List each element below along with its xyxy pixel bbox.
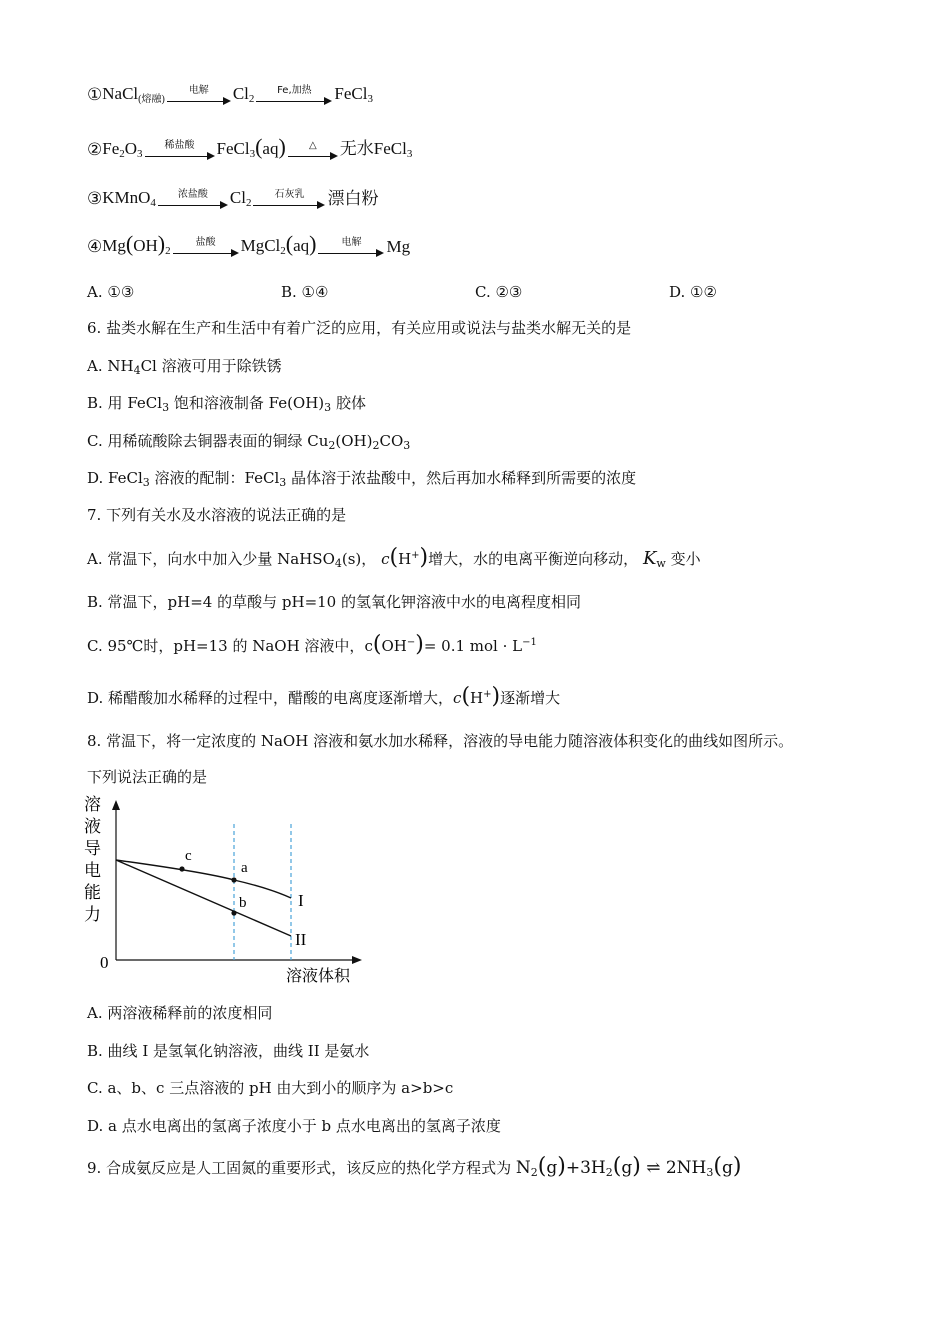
q7-option-c: C. 95℃时，pH=13 的 NaOH 溶液中，c(OH−)= 0.1 mol · $L^{-1}$ [87, 632, 537, 657]
intermediate: $Cl_2$ [232, 84, 255, 105]
reaction-number: ④ [87, 237, 103, 256]
q8-option-a: A. 两溶液稀释前的浓度相同 [87, 1004, 273, 1022]
q6-option-c: C. 用稀硫酸除去铜器表面的铜绿 $Cu_2(OH)_2CO_3$ [87, 432, 411, 452]
q5-option-a: A. ①③ [87, 283, 135, 301]
q7-option-a: A. 常温下，向水中加入少量 NaHSO$_4$(s)， c(H+)增大，水的电离平衡逆向移动， $K_w$ 变小 [87, 545, 701, 570]
curve-I [116, 860, 291, 898]
q8-stem-line2: 下列说法正确的是 [87, 768, 208, 786]
reaction-number: ② [87, 140, 103, 159]
q6-option-a: A. $NH_4Cl$ 溶液可用于除铁锈 [87, 357, 282, 377]
q8-option-c: C. a、b、c 三点溶液的 pH 由大到小的顺序为 a>b>c [87, 1079, 454, 1097]
reaction-arrow: 浓盐酸 [158, 189, 228, 209]
q8-option-d: D. a 点水电离出的氢离子浓度小于 b 点水电离出的氢离子浓度 [87, 1117, 501, 1135]
product: 漂白粉 [327, 189, 379, 208]
q8-stem-line1: 8. 常温下，将一定浓度的 NaOH 溶液和氨水加水稀释，溶液的导电能力随溶液体积变化的曲线如图所示。 [87, 732, 794, 750]
q7-option-d: D. 稀醋酸加水稀释的过程中，醋酸的电离度逐渐增大，c(H+)逐渐增大 [87, 684, 561, 709]
product: Mg [386, 237, 411, 256]
ylabel-char: 力 [84, 905, 101, 925]
ylabel-char: 溶 [84, 795, 101, 815]
reaction-1 [87, 84, 373, 105]
q6-option-d: D. FeCl$_3$ 溶液的配制：FeCl$_3$ 晶体溶于浓盐酸中，然后再加水稀释到所需要的浓度 [87, 469, 637, 489]
reactant: NaCl$_{(熔融)}$ [102, 84, 165, 105]
reaction-arrow: 稀盐酸 [145, 140, 215, 160]
reaction-arrow: Fe,加热 [256, 85, 332, 105]
intermediate: FeCl$_3$(aq) [216, 134, 286, 160]
ylabel-char: 液 [84, 817, 101, 837]
point-b-label: b [239, 895, 247, 911]
q5-option-b: B. ①④ [281, 283, 329, 301]
reactant: $Mg(OH)_2$ [102, 231, 171, 257]
point-b [231, 910, 236, 915]
reaction-2 [87, 134, 412, 160]
product: 无水FeCl$_3$ [339, 139, 413, 160]
q7-option-b: B. 常温下，pH=4 的草酸与 pH=10 的氢氧化钾溶液中水的电离程度相同 [87, 593, 581, 611]
y-axis-arrow [112, 800, 120, 810]
point-a [231, 877, 236, 882]
reactant: KMnO$_4$ [102, 188, 156, 209]
ylabel-char: 导 [84, 839, 101, 859]
xlabel: 溶液体积 [286, 966, 351, 985]
reaction-arrow: 电解 [318, 237, 384, 257]
q9-stem: 9. 合成氨反应是人工固氮的重要形式，该反应的热化学方程式为 $N_2(g)+3H_2(g)$ ⇌ $2NH_3(g)$ [87, 1154, 742, 1179]
reaction-number: ① [87, 85, 103, 104]
curve-II [116, 860, 291, 936]
reaction-arrow: 石灰乳 [253, 189, 325, 209]
x-axis-arrow [352, 956, 362, 964]
q8-option-b: B. 曲线 I 是氢氧化钠溶液，曲线 II 是氨水 [87, 1042, 370, 1060]
reaction-4 [87, 231, 411, 257]
point-a-label: a [241, 860, 248, 876]
q5-option-d: D. ①② [669, 283, 717, 301]
reaction-arrow: △ [288, 140, 338, 160]
ylabel-char: 电 [84, 861, 101, 881]
intermediate: MgCl$_2$(aq) [240, 231, 317, 257]
origin-label: 0 [100, 953, 109, 972]
reaction-3 [87, 184, 378, 209]
point-c-label: c [185, 848, 192, 864]
reaction-arrow: 盐酸 [173, 237, 239, 257]
curve-I-label: I [298, 891, 304, 910]
curve-II-label: II [295, 930, 307, 949]
q9-equation: $N_2(g)+3H_2(g)$ ⇌ $2NH_3(g)$ [515, 1154, 742, 1179]
point-c [179, 866, 184, 871]
q6-stem: 6. 盐类水解在生产和生活中有着广泛的应用，有关应用或说法与盐类水解无关的是 [87, 319, 632, 337]
q7-stem: 7. 下列有关水及水溶液的说法正确的是 [87, 506, 347, 524]
q6-option-b: B. 用 FeCl$_3$ 饱和溶液制备 $Fe(OH)_3$ 胶体 [87, 394, 366, 414]
product: FeCl$_3$ [334, 84, 373, 105]
conductivity-graph [84, 792, 374, 987]
q5-option-c: C. ②③ [475, 283, 523, 301]
reactant: $Fe_2O_3$ [102, 139, 143, 160]
intermediate: $Cl_2$ [229, 188, 252, 209]
reaction-number: ③ [87, 189, 103, 208]
reaction-arrow: 电解 [167, 85, 231, 105]
ylabel-char: 能 [84, 883, 101, 903]
